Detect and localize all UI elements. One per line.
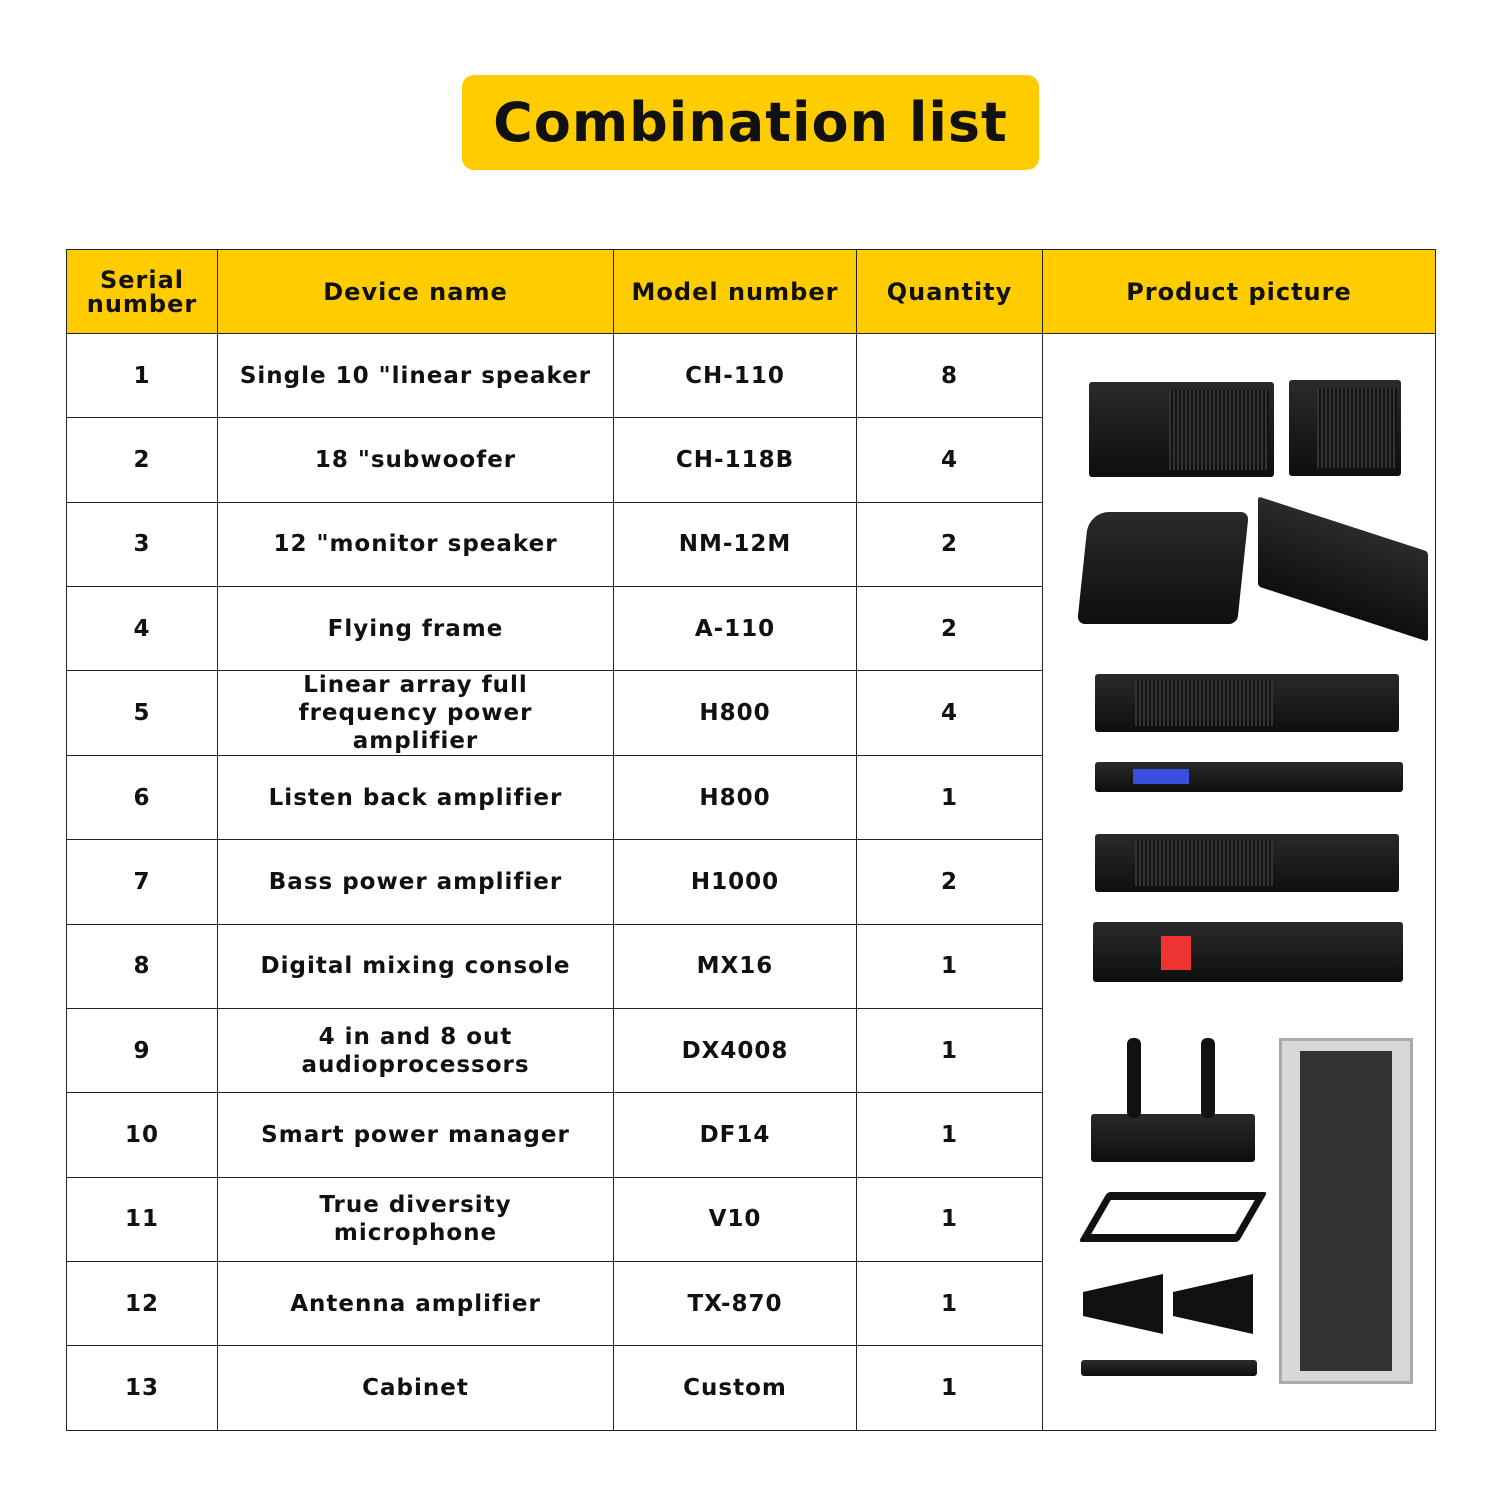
header-product-picture: Product picture [1043, 250, 1436, 334]
serial-cell: 6 [67, 756, 218, 840]
serial-cell: 5 [67, 671, 218, 756]
bass-amplifier-image [1095, 834, 1399, 892]
device-name-cell: 18 "subwoofer [218, 418, 614, 502]
model-number-cell: MX16 [614, 924, 857, 1008]
quantity-cell: 4 [857, 671, 1043, 756]
serial-cell: 9 [67, 1009, 218, 1093]
cabinet-image [1279, 1038, 1413, 1384]
power-amplifier-image [1095, 674, 1399, 732]
device-name-cell: 4 in and 8 out audioprocessors [218, 1009, 614, 1093]
device-name-cell: Smart power manager [218, 1093, 614, 1177]
quantity-cell: 8 [857, 334, 1043, 418]
line-array-speaker-image [1089, 382, 1274, 477]
quantity-cell: 1 [857, 1009, 1043, 1093]
quantity-cell: 2 [857, 840, 1043, 924]
model-number-cell: V10 [614, 1177, 857, 1261]
quantity-cell: 1 [857, 1177, 1043, 1261]
product-pictures [1043, 334, 1435, 1429]
serial-cell: 13 [67, 1346, 218, 1430]
device-name-cell: True diversity microphone [218, 1177, 614, 1261]
serial-cell: 4 [67, 586, 218, 670]
antenna-amplifier-image [1083, 1274, 1253, 1334]
quantity-cell: 4 [857, 418, 1043, 502]
model-number-cell: DF14 [614, 1093, 857, 1177]
quantity-cell: 1 [857, 924, 1043, 1008]
serial-cell: 2 [67, 418, 218, 502]
header-device-name: Device name [218, 250, 614, 334]
device-name-cell: Antenna amplifier [218, 1261, 614, 1345]
model-number-cell: H800 [614, 756, 857, 840]
device-name-cell: 12 "monitor speaker [218, 502, 614, 586]
quantity-cell: 1 [857, 1093, 1043, 1177]
flying-frame-image [1079, 1192, 1268, 1242]
quantity-cell: 1 [857, 1261, 1043, 1345]
serial-cell: 12 [67, 1261, 218, 1345]
model-number-cell: H800 [614, 671, 857, 756]
product-picture-cell [1043, 334, 1436, 1431]
audio-processor-image [1095, 762, 1403, 792]
subwoofer-image [1289, 380, 1401, 476]
model-number-cell: DX4008 [614, 1009, 857, 1093]
model-number-cell: TX-870 [614, 1261, 857, 1345]
serial-cell: 10 [67, 1093, 218, 1177]
antenna-amplifier-unit-image [1081, 1360, 1257, 1376]
quantity-cell: 2 [857, 586, 1043, 670]
serial-cell: 3 [67, 502, 218, 586]
combination-table [66, 249, 1436, 1431]
model-number-cell: H1000 [614, 840, 857, 924]
header-quantity: Quantity [857, 250, 1043, 334]
model-number-cell: CH-118B [614, 418, 857, 502]
header-row [67, 250, 1436, 334]
model-number-cell: CH-110 [614, 334, 857, 418]
quantity-cell: 2 [857, 502, 1043, 586]
device-name-cell: Single 10 "linear speaker [218, 334, 614, 418]
table-row [67, 334, 1436, 418]
page-title: Combination list [462, 75, 1039, 170]
device-name-cell: Linear array full frequency power amplifier [218, 671, 614, 756]
model-number-cell: A-110 [614, 586, 857, 670]
serial-cell: 7 [67, 840, 218, 924]
monitor-speaker-image [1077, 512, 1249, 624]
serial-cell: 11 [67, 1177, 218, 1261]
device-name-cell: Flying frame [218, 586, 614, 670]
device-name-cell: Listen back amplifier [218, 756, 614, 840]
quantity-cell: 1 [857, 756, 1043, 840]
quantity-cell: 1 [857, 1346, 1043, 1430]
header-serial: Serial number [67, 250, 218, 334]
serial-cell: 1 [67, 334, 218, 418]
device-name-cell: Bass power amplifier [218, 840, 614, 924]
mixing-console-image [1258, 496, 1428, 641]
power-manager-image [1093, 922, 1403, 982]
serial-cell: 8 [67, 924, 218, 1008]
model-number-cell: NM-12M [614, 502, 857, 586]
device-name-cell: Cabinet [218, 1346, 614, 1430]
device-name-cell: Digital mixing console [218, 924, 614, 1008]
header-model-number: Model number [614, 250, 857, 334]
wireless-microphone-image [1091, 1114, 1255, 1162]
model-number-cell: Custom [614, 1346, 857, 1430]
